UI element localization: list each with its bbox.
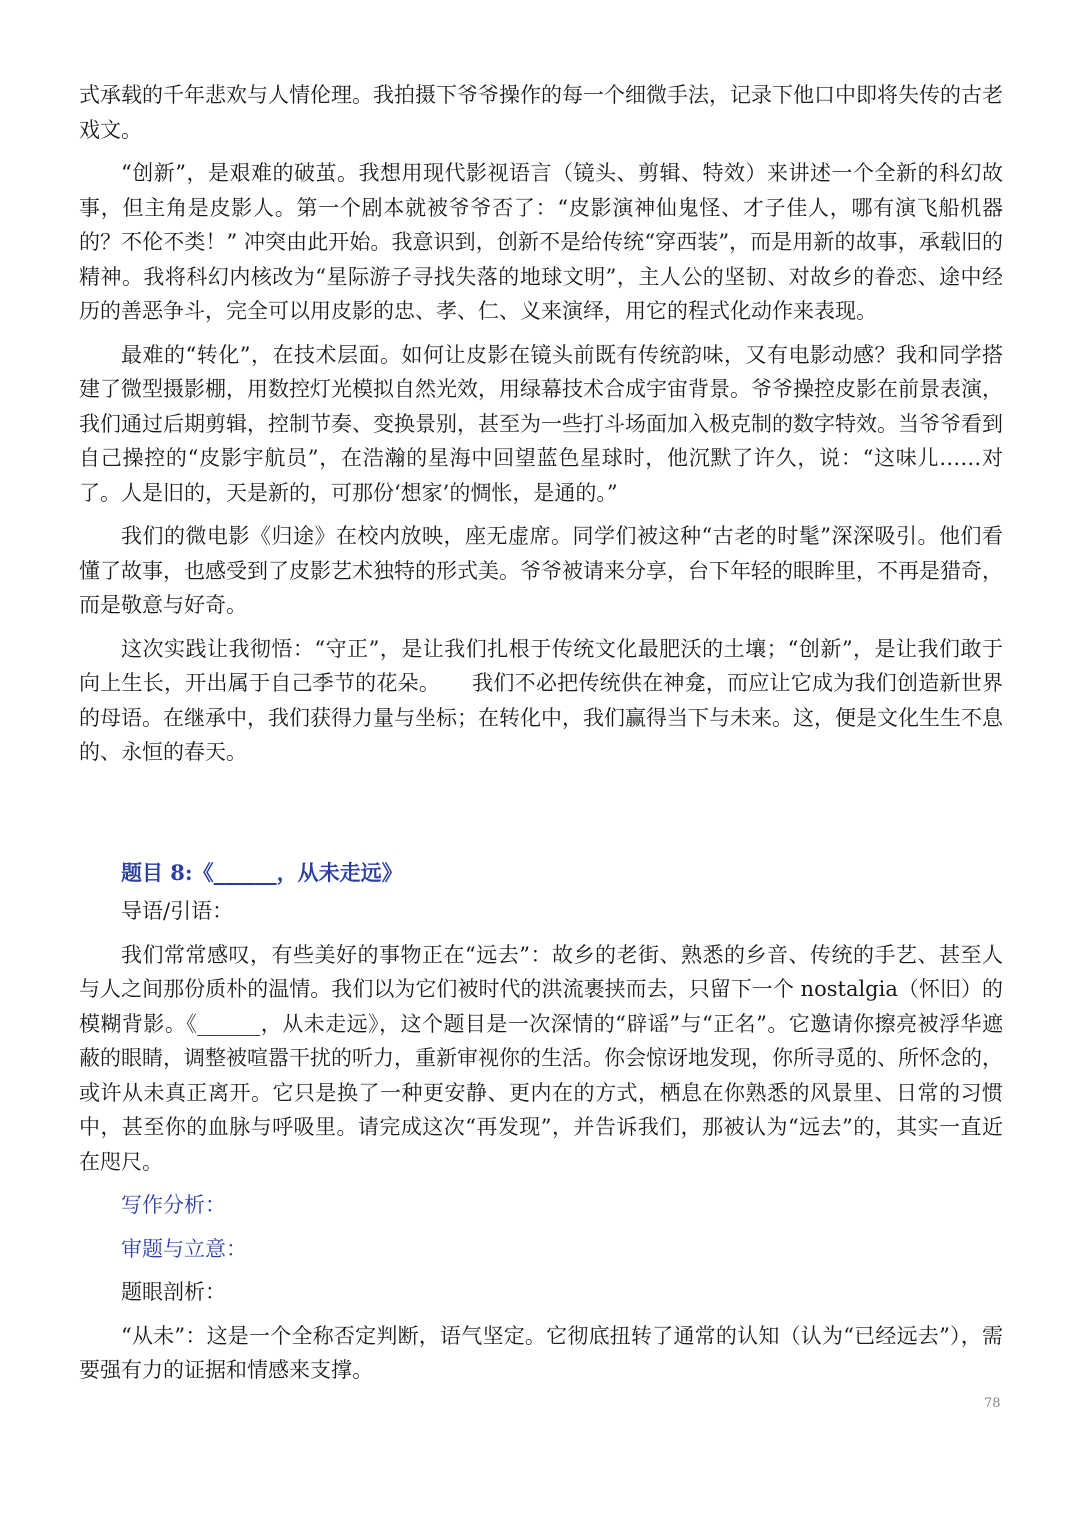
eye-label: 题眼剖析： — [121, 1280, 226, 1304]
section-spacer — [79, 770, 1003, 856]
page-number: 78 — [984, 1396, 1001, 1411]
paragraph-transformation: 最难的“转化”，在技术层面。如何让皮影在镜头前既有传统韵味，又有电影动感？我和同学搭建了微型摄影棚，用数控灯光模拟自然光效，用绿幕技术合成宇宙背景。爷爷操控皮影在前景表演，我们通过后期剪辑，控制节奏、变换景别，甚至为一些打斗场面加入极克制的数字特效。当爷爷看到自己操控的“皮影宇航员”，在浩瀚的星海中回望蓝色星球时，他沉默了许久，说：“这味儿……对了。人是旧的，天是新的，可那份‘想家’的惆怅，是通的。” — [79, 342, 1003, 505]
intro-paragraph: 我们常常感叹，有些美好的事物正在“远去”：故乡的老街、熟悉的乡音、传统的手艺、甚至人与人之间那份质朴的温情。我们以为它们被时代的洪流裹挟而去，只留下一个 nostalgia（怀旧）的模糊背影。《______，从未走远》，这个题目是一次深情的“辟谣”与“正名”。它邀请你擦亮被浮华遮蔽的眼睛，调整被喧嚣干扰的听力，重新审视你的生活。你会惊讶地发现，你所寻觅的、所怀念的，或许从未真正离开。它只是换了一种更安静、更内在的方式，栖息在你熟悉的风景里、日常的习惯中，甚至你的血脉与呼吸里。请完成这次“再发现”，并告诉我们，那被认为“远去”的，其实一直近在咫尺。 — [79, 942, 1003, 1174]
intro-label: 导语/引语： — [121, 899, 234, 923]
paragraph-conclusion: 这次实践让我彻悟：“守正”，是让我们扎根于传统文化最肥沃的土壤；“创新”，是让我们敢于向上生长，开出属于自己季节的花朵。 我们不必把传统供在神龛，而应让它成为我们创造新世界的母语。在继承中，我们获得力量与坐标；在转化中，我们赢得当下与未来。这，便是文化生生不息的、永恒的春天。 — [79, 636, 1003, 764]
paragraph-continued: 式承载的千年悲欢与人情伦理。我拍摄下爷爷操作的每一个细微手法，记录下他口中即将失传的古老戏文。 — [79, 83, 1003, 142]
paragraph-innovation: “创新”，是艰难的破茧。我想用现代影视语言（镜头、剪辑、特效）来讲述一个全新的科幻故事，但主角是皮影人。第一个剧本就被爷爷否了：“皮影演神仙鬼怪、才子佳人，哪有演飞船机器的？不伦不类！” 冲突由此开始。我意识到，创新不是给传统“穿西装”，而是用新的故事，承载旧的精神。我将科幻内核改为“星际游子寻找失落的地球文明”，主人公的坚韧、对故乡的眷恋、途中经历的善恶争斗，完全可以用皮影的忠、孝、仁、义来演绎，用它的程式化动作来表现。 — [79, 161, 1003, 323]
audit-label: 审题与立意： — [121, 1236, 247, 1261]
eye-paragraph: “从未”：这是一个全称否定判断，语气坚定。它彻底扭转了通常的认知（认为“已经远去”），需要强有力的证据和情感来支撑。 — [79, 1323, 1003, 1382]
paragraph-screening: 我们的微电影《归途》在校内放映，座无虚席。同学们被这种“古老的时髦”深深吸引。他们看懂了故事，也感受到了皮影艺术独特的形式美。爷爷被请来分享，台下年轻的眼眸里，不再是猎奇，而是敬意与好奇。 — [79, 524, 1003, 617]
analysis-label: 写作分析： — [121, 1193, 226, 1217]
topic-heading: 题目 8:《______，从未走远》 — [121, 859, 403, 885]
document-page — [79, 78, 1003, 1388]
